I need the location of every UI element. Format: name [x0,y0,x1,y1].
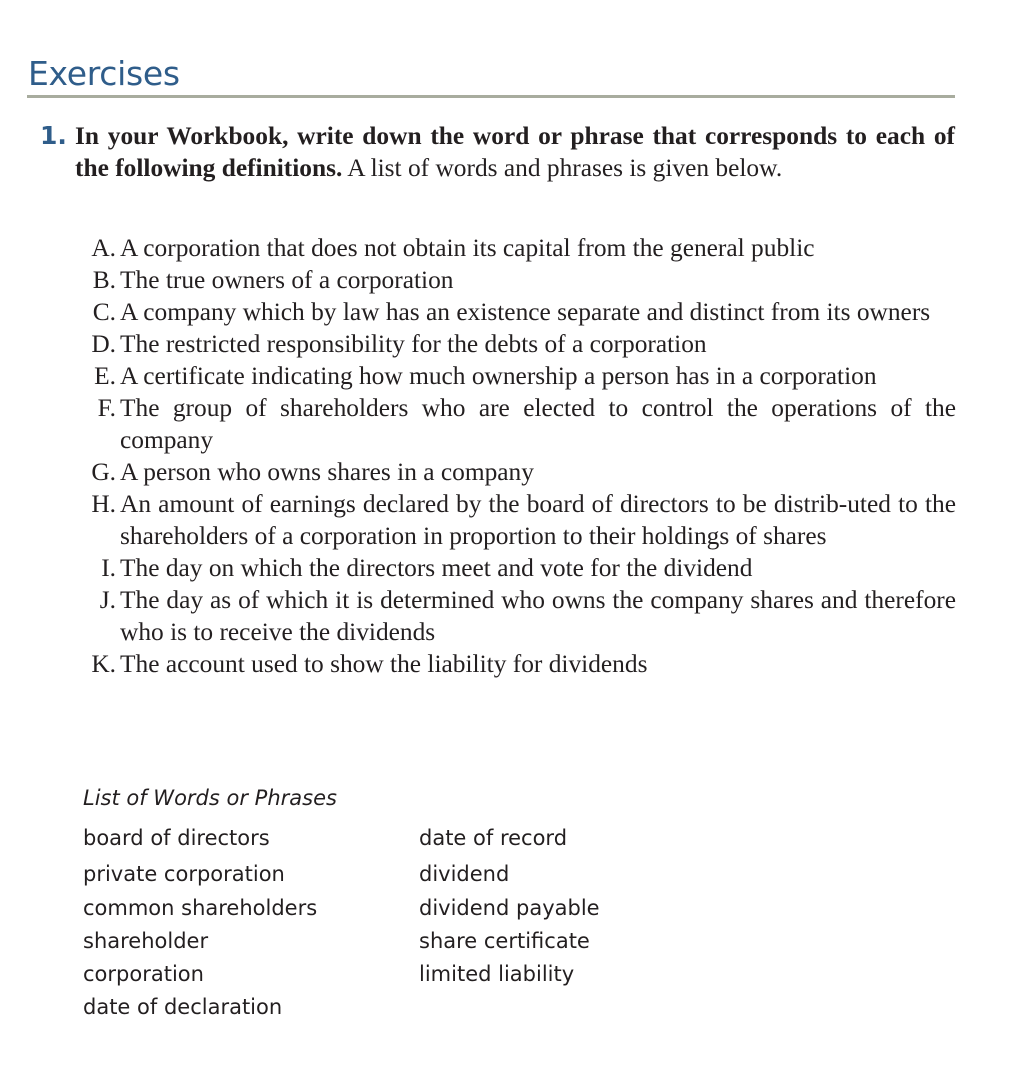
page-title: Exercises [28,54,180,93]
definitions-list [80,232,956,680]
word-list-item: common shareholders [83,896,318,920]
definition-item [80,456,956,488]
definition-item [80,552,956,584]
definition-letter: F. [97,394,116,422]
definition-item [80,296,956,328]
definition-letter: K. [91,650,116,678]
word-list-item: dividend payable [419,896,600,920]
definition-letter: D. [91,330,116,358]
definition-item [80,648,956,680]
exercise-number: 1. [40,121,67,150]
definition-text: The restricted responsibility for the debts of a corporation [120,330,707,358]
definition-letter: B. [92,266,116,294]
definition-item [80,392,956,456]
definition-item [80,488,956,552]
word-list-item: shareholder [83,929,209,953]
word-list-item: dividend [419,862,510,886]
definition-text: The group of shareholders who are elected to control the operations of the company [120,394,956,454]
definition-text: A corporation that does not obtain its capital from the general public [120,234,815,262]
definition-letter: G. [91,458,116,486]
instruction-rest: A list of words and phrases is given below. [342,154,783,182]
definition-item [80,232,956,264]
word-list-heading: List of Words or Phrases [83,786,337,810]
definition-item [80,584,956,648]
word-list-item: date of record [419,826,568,850]
word-list-item: corporation [83,962,204,986]
title-divider [27,95,955,98]
exercise-instruction [75,120,955,184]
word-list-item: date of declaration [83,995,283,1019]
definition-text: A person who owns shares in a company [120,458,534,486]
instruction-bold: In your Workbook, write down the word or phrase that corresponds to each of the following definitions. [75,122,955,182]
definition-letter: C. [92,298,116,326]
definition-item [80,360,956,392]
definition-text: The day as of which it is determined who owns the company shares and therefore who is to receive the dividends [120,586,956,646]
definition-letter: H. [91,490,116,518]
definition-item [80,264,956,296]
definition-text: An amount of earnings declared by the board of directors to be distrib-uted to the shareholders of a corporation in proportion to their holdings of shares [120,490,956,550]
definition-letter: A. [91,234,116,262]
word-list-item: board of directors [83,826,270,850]
definition-letter: J. [99,586,116,614]
definition-item [80,328,956,360]
word-list-item: share certificate [419,929,590,953]
definition-text: The true owners of a corporation [120,266,454,294]
definition-text: A company which by law has an existence separate and distinct from its owners [120,298,931,326]
definition-letter: E. [94,362,116,390]
definition-text: The account used to show the liability for dividends [120,650,648,678]
definition-text: A certificate indicating how much ownership a person has in a corporation [120,362,877,390]
definition-letter: I. [101,554,116,582]
definition-text: The day on which the directors meet and vote for the dividend [120,554,753,582]
word-list-item: private corporation [83,862,285,886]
word-list-item: limited liability [419,962,575,986]
